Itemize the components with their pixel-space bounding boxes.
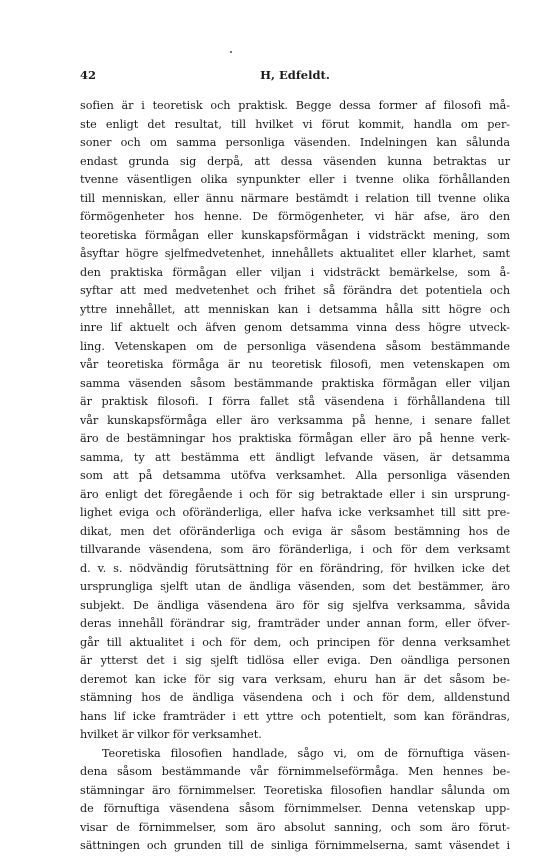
text-line: ste enligt det resultat, till hvilket vi förut kommit, handla om per- (80, 117, 510, 131)
text-line: ursprungliga sjelft utan de ändliga väsenden, som det bestämmer, äro (80, 580, 510, 593)
text-line: är praktisk filosofi. I förra fallet stå väsendena i förhållandena till (80, 395, 510, 408)
text-line: subjekt. De ändliga väsendena äro för sig sjelfva verksamma, såvida (80, 598, 510, 612)
text-line: inre lif aktuelt och äfven genom detsamma vinna dess högre utveck- (80, 321, 510, 334)
text-line: samma, ty att bestämma ett ändligt lefvande väsen, är detsamma (80, 450, 510, 464)
text-line: är ytterst det i sig sjelft tidlösa eller eviga. Den oändliga personen (80, 654, 510, 667)
text-line: förmögenheter hos henne. De förmögenheter, vi här afse, äro den (80, 210, 510, 223)
text-line: syftar att med medvetenhet och frihet så förändra det potentiela och (80, 284, 510, 297)
text-line: samma väsenden såsom bestämmande praktiska förmågan eller viljan (80, 376, 510, 390)
body-text (80, 97, 510, 856)
text-line: yttre innehållet, att menniskan kan i detsamma hålla sitt högre och (80, 302, 510, 316)
text-line: sofien är i teoretisk och praktisk. Begge dessa former af filosofi må- (80, 99, 510, 112)
text-line: hans lif icke framträder i ett yttre och potentielt, som kan förändras, (80, 709, 510, 723)
text-line: de förnuftiga väsendena såsom förnimmelser. Denna vetenskap upp- (80, 802, 510, 815)
text-line: dena såsom bestämmande vår förnimmelseförmåga. Men hennes be- (80, 765, 510, 778)
page-number: 42 (80, 68, 97, 82)
text-line: endast grunda sig derpå, att dessa väsenden kunna betraktas ur (80, 154, 510, 168)
text-line: deras innehåll förändrar sig, framträder under annan form, eller öfver- (80, 617, 510, 630)
paragraph-end-line: hvilket är vilkor för verksamhet. (80, 728, 262, 741)
text-line: dikat, men det oföränderliga och eviga är såsom bestämning hos de (80, 524, 510, 538)
text-line: vår kunskapsförmåga eller äro verksamma på henne, i senare fallet (80, 413, 510, 427)
text-line: tillvarande väsendena, som äro föränderliga, i och för dem verksamt (80, 543, 510, 556)
text-line: som att på detsamma utöfva verksamhet. Alla personliga väsenden (80, 469, 510, 482)
print-speck (230, 51, 232, 53)
text-line: den praktiska förmågan eller viljan i vidsträckt bemärkelse, som å- (80, 265, 510, 279)
text-line: äro de bestämningar hos praktiska förmågan eller äro på henne verk- (80, 432, 510, 445)
text-line: äro enligt det föregående i och för sig betraktade eller i sin ursprung- (80, 487, 510, 501)
text-line: soner och om samma personliga väsenden. Indelningen kan sålunda (80, 136, 510, 149)
text-line: ling. Vetenskapen om de personliga väsendena såsom bestämmande (80, 339, 510, 353)
text-line: lighet eviga och oföränderliga, eller hafva icke verksamhet till sitt pre- (80, 506, 510, 519)
text-line: deremot kan icke för sig vara verksam, ehuru han är det såsom be- (80, 672, 510, 686)
text-line: stämningar äro förnimmelser. Teoretiska filosofien handlar sålunda om (80, 783, 510, 797)
text-line: stämning hos de ändliga väsendena och i och för dem, alldenstund (80, 691, 510, 704)
text-line: går till aktualitet i och för dem, och principen för denna verksamhet (80, 635, 510, 649)
running-head: H, Edfeldt. (260, 68, 330, 82)
page-header (80, 67, 510, 83)
text-line: sättningen och grunden till de sinliga förnimmelserna, samt väsendet i (80, 839, 510, 852)
text-line: d. v. s. nödvändig förutsättning för en förändring, för hvilken icke det (80, 561, 510, 575)
text-line: tvenne väsentligen olika synpunkter eller i tvenne olika förhållanden (80, 173, 510, 186)
text-line: visar de förnimmelser, som äro absolut sanning, och som äro förut- (80, 820, 510, 834)
text-line: åsyftar högre sjelfmedvetenhet, innehållets aktualitet eller klarhet, samt (80, 247, 510, 260)
paragraph-start-line: Teoretiska filosofien handlade, sågo vi, om de förnuftiga väsen- (102, 746, 510, 760)
text-line: teoretiska förmågan eller kunskapsförmågan i vidsträckt mening, som (80, 228, 510, 242)
text-line: vår teoretiska förmåga är nu teoretisk filosofi, men vetenskapen om (80, 358, 510, 371)
text-line: till menniskan, eller ännu närmare bestämdt i relation till tvenne olika (80, 191, 510, 205)
